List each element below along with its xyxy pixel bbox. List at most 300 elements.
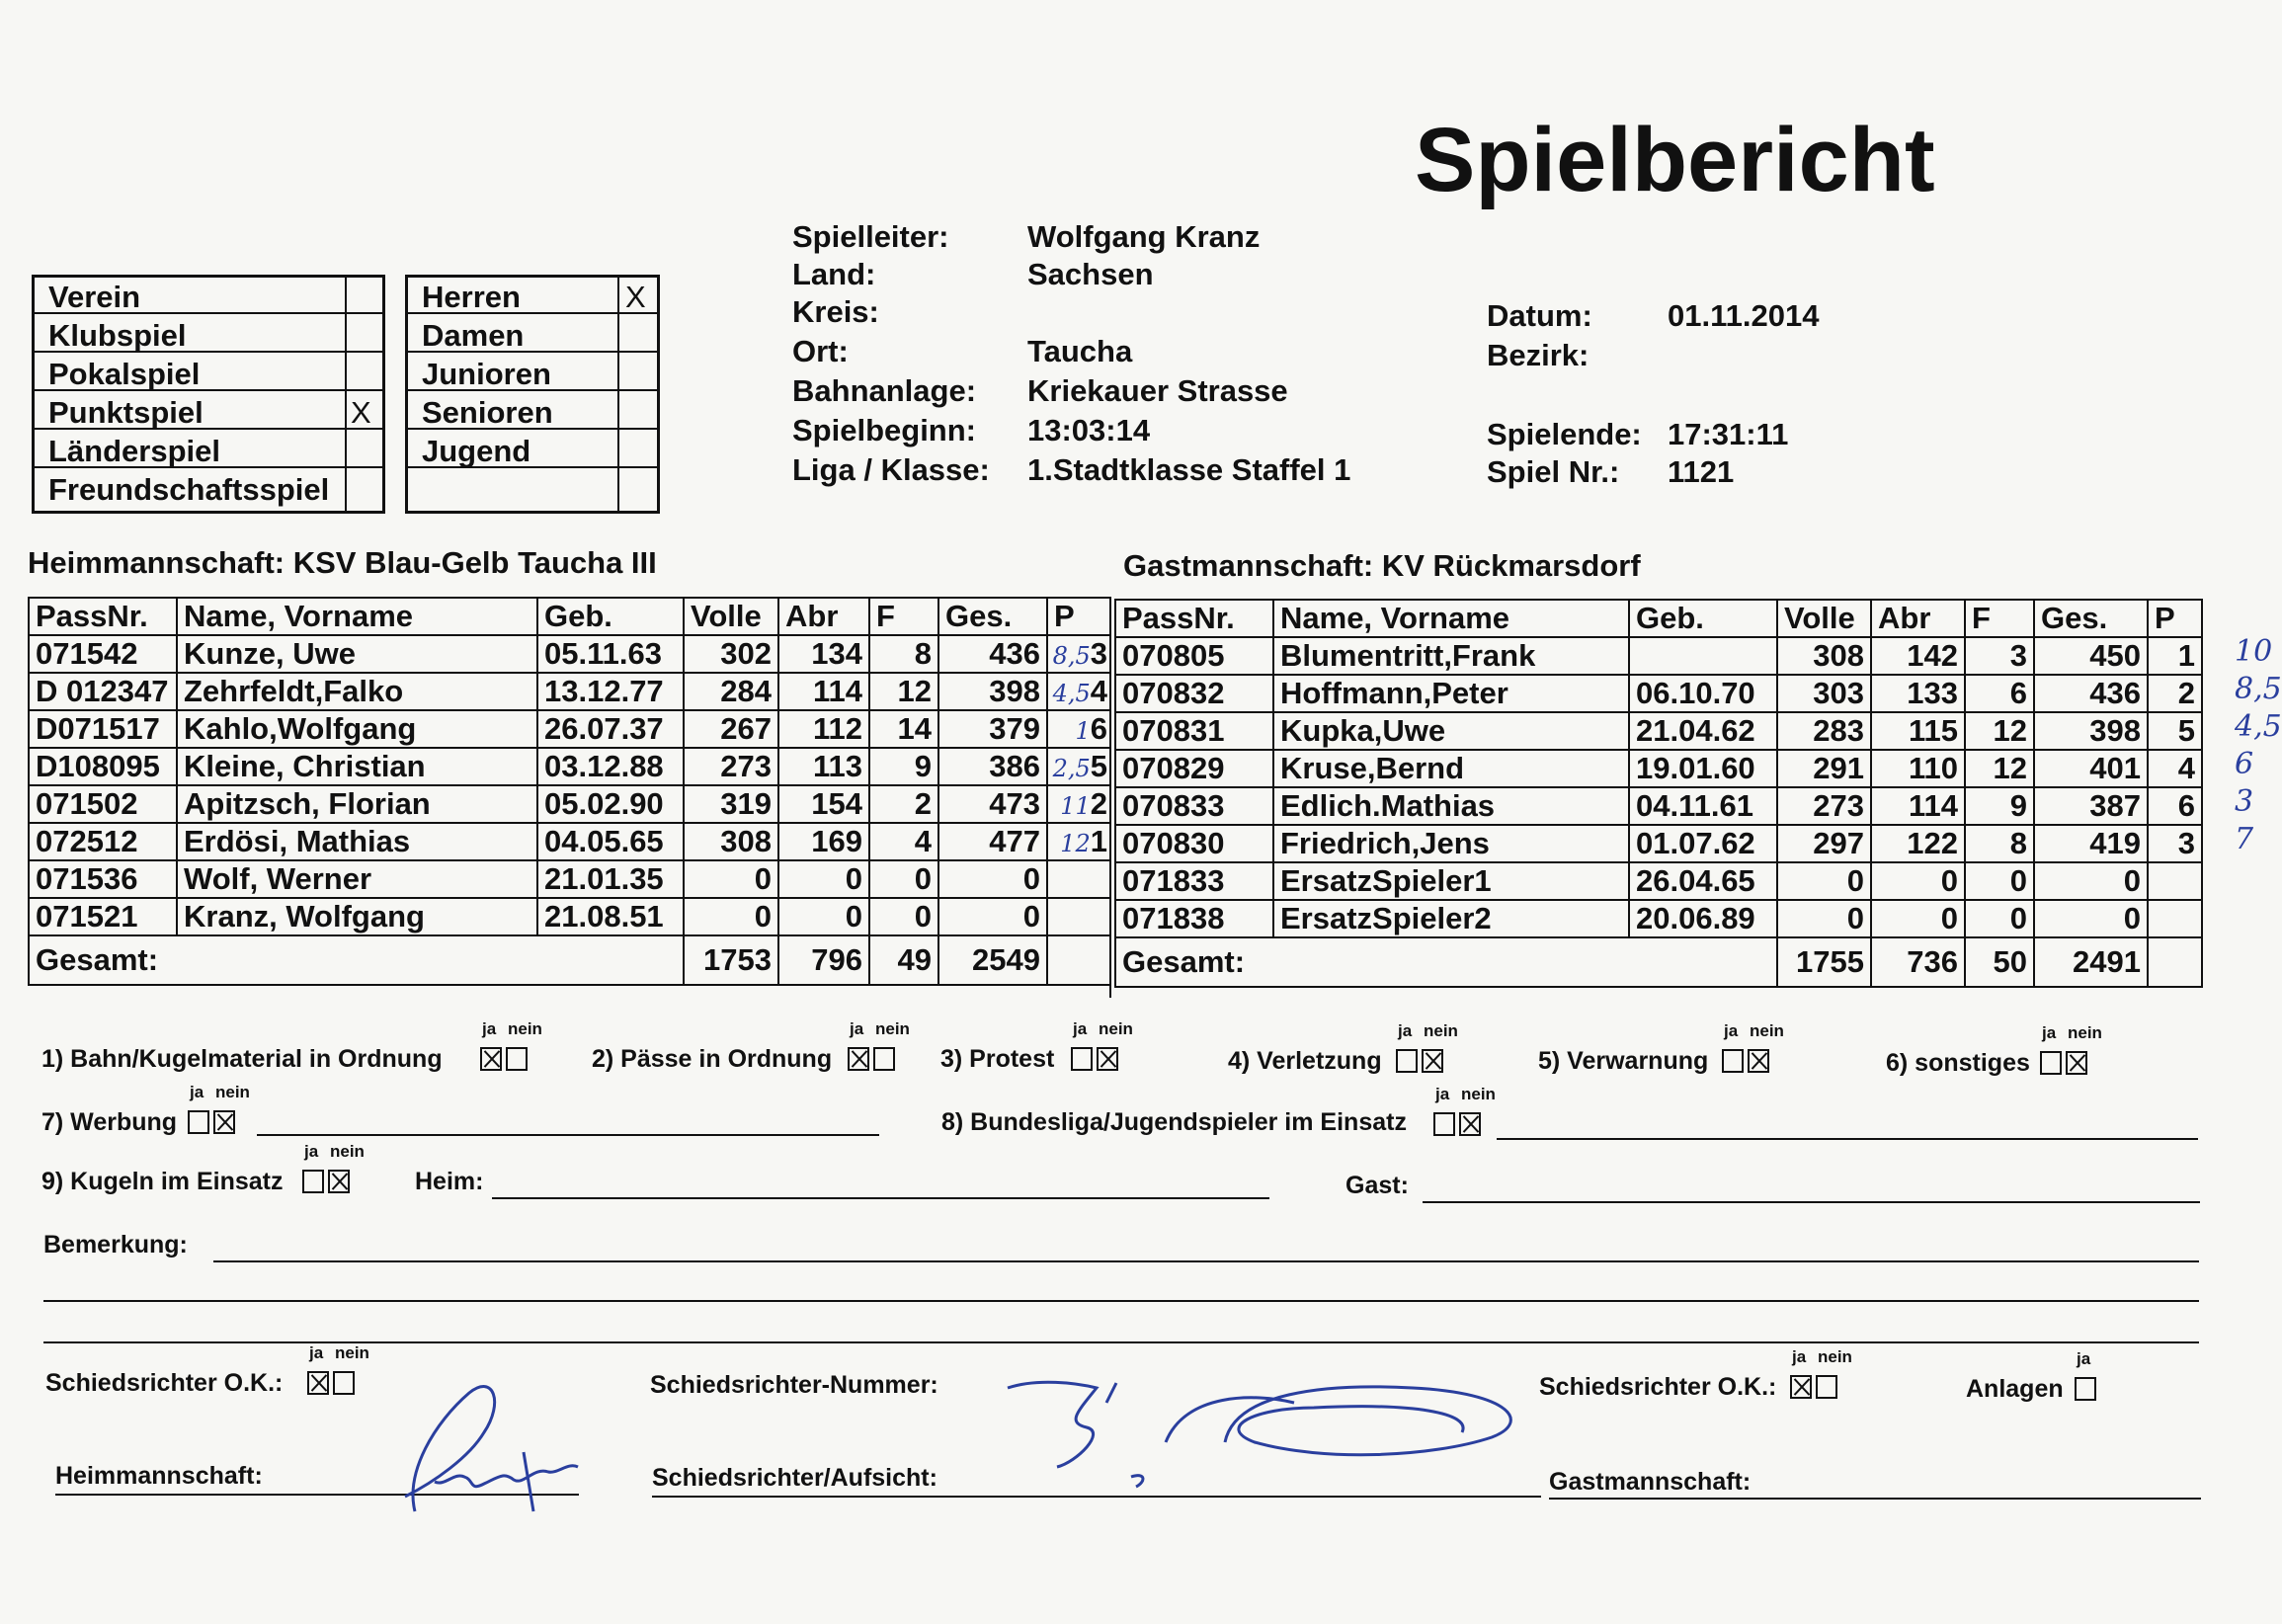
match-type-box: [32, 275, 385, 514]
anlagen-checkbox-group: [2075, 1349, 2100, 1401]
table-row: [1115, 900, 2202, 937]
ort-label: Ort:: [792, 334, 849, 368]
guest-cell: 0: [1871, 862, 1965, 900]
nein-caption: nein: [1750, 1021, 1784, 1040]
guest-cell: 0: [1777, 900, 1871, 937]
q8-line: [1497, 1138, 2198, 1140]
table-row: [29, 635, 1110, 673]
bemerkung-line-2: [43, 1300, 2199, 1302]
guest-header-cell: F: [1965, 600, 2034, 637]
sr-ok-nein-checkbox[interactable]: [333, 1371, 355, 1395]
home-header-row: [29, 598, 1110, 635]
q8-ja-checkbox[interactable]: [1433, 1112, 1455, 1136]
land-label: Land:: [792, 257, 876, 291]
guest-cell: 110: [1871, 750, 1965, 787]
q5-checkbox-group: [1722, 1021, 1784, 1073]
guest-cell: 0: [1965, 862, 2034, 900]
guest-cell: Edlich.Mathias: [1273, 787, 1629, 825]
home-cell: 05.02.90: [537, 785, 684, 823]
home-cell: 21.01.35: [537, 860, 684, 898]
guest-cell: 1: [2148, 637, 2202, 675]
handwritten-note: 8,5: [1052, 642, 1091, 670]
home-cell: 8: [869, 635, 938, 673]
home-cell: [1047, 823, 1110, 860]
home-cell: 9: [869, 748, 938, 785]
match-type-row: [35, 355, 382, 391]
guest-total-label: Gesamt:: [1115, 937, 1777, 987]
kreis-label: Kreis:: [792, 294, 879, 329]
home-cell: Kleine, Christian: [177, 748, 537, 785]
category-row: [408, 355, 657, 391]
guest-header-cell: PassNr.: [1115, 600, 1273, 637]
guest-cell: Kupka,Uwe: [1273, 712, 1629, 750]
guest-cell: 303: [1777, 675, 1871, 712]
q7-ja-checkbox[interactable]: [188, 1110, 209, 1134]
guest-cell: 419: [2034, 825, 2148, 862]
page-title: Spielbericht: [1415, 110, 1935, 210]
guest-cell: 070831: [1115, 712, 1273, 750]
ja-caption: ja: [309, 1343, 324, 1362]
home-cell: 14: [869, 710, 938, 748]
guest-cell: Blumentritt,Frank: [1273, 637, 1629, 675]
guest-cell: 12: [1965, 750, 2034, 787]
q7-checkbox-group: [188, 1083, 250, 1134]
q4-ja-checkbox[interactable]: [1396, 1049, 1418, 1073]
guest-total-cell: 1755: [1777, 937, 1871, 987]
home-cell: [1047, 860, 1110, 898]
home-cell: 05.11.63: [537, 635, 684, 673]
home-total-label: Gesamt:: [29, 935, 684, 985]
guest-cell: 0: [1965, 900, 2034, 937]
ja-caption: ja: [1792, 1347, 1807, 1366]
table-row: [1115, 862, 2202, 900]
handwritten-note: 1: [1075, 717, 1091, 745]
ort-value: Taucha: [1027, 334, 1133, 368]
bemerkung-label: Bemerkung:: [43, 1231, 188, 1259]
table-row: [1115, 787, 2202, 825]
table-row: [1115, 750, 2202, 787]
anlagen-ja-checkbox[interactable]: [2075, 1377, 2096, 1401]
home-cell: Apitzsch, Florian: [177, 785, 537, 823]
guest-cell: 26.04.65: [1629, 862, 1777, 900]
home-header-cell: Geb.: [537, 598, 684, 635]
guest-cell: 3: [2148, 825, 2202, 862]
datum-value: 01.11.2014: [1668, 298, 1820, 333]
guest-cell: 070830: [1115, 825, 1273, 862]
guest-header-cell: Geb.: [1629, 600, 1777, 637]
q2-nein-checkbox[interactable]: [873, 1047, 895, 1071]
guest-cell: 070805: [1115, 637, 1273, 675]
home-total-cell: 1753: [684, 935, 778, 985]
guest-cell: 01.07.62: [1629, 825, 1777, 862]
placement-value: 6: [1090, 711, 1107, 746]
q4-label: 4) Verletzung: [1228, 1047, 1382, 1075]
table-divider: [1109, 597, 1111, 998]
match-type-row: [35, 393, 382, 430]
sr-ok2-ja-checkbox[interactable]: [1790, 1375, 1812, 1399]
home-total-cell: 2549: [938, 935, 1047, 985]
q1-label: 1) Bahn/Kugelmaterial in Ordnung: [41, 1045, 443, 1073]
match-type-label: Klubspiel: [48, 318, 187, 353]
q2-checkbox-group: [848, 1019, 910, 1071]
q9-ja-checkbox[interactable]: [302, 1170, 324, 1193]
category-row: [408, 470, 657, 507]
home-header-cell: PassNr.: [29, 598, 177, 635]
guest-cell: 387: [2034, 787, 2148, 825]
home-header-cell: Name, Vorname: [177, 598, 537, 635]
home-cell: 071502: [29, 785, 177, 823]
guest-team-label: Gastmannschaft: KV Rückmarsdorf: [1123, 548, 1641, 583]
home-header-cell: F: [869, 598, 938, 635]
sr-aufsicht-label: Schiedsrichter/Aufsicht:: [652, 1464, 937, 1492]
home-cell: 03.12.88: [537, 748, 684, 785]
home-header-cell: P: [1047, 598, 1110, 635]
home-cell: D108095: [29, 748, 177, 785]
placement-value: 4: [1090, 674, 1107, 708]
home-cell: 12: [869, 673, 938, 710]
guest-header-cell: Name, Vorname: [1273, 600, 1629, 637]
home-cell: 072512: [29, 823, 177, 860]
guest-cell: 12: [1965, 712, 2034, 750]
match-type-row: [35, 470, 382, 507]
home-signature: [375, 1363, 603, 1531]
guest-cell: 4: [2148, 750, 2202, 787]
spielende-label: Spielende:: [1487, 417, 1642, 451]
home-cell: 0: [938, 898, 1047, 935]
guest-header-cell: Abr: [1871, 600, 1965, 637]
home-cell: 26.07.37: [537, 710, 684, 748]
gastmannschaft-sign-label: Gastmannschaft:: [1549, 1468, 1752, 1496]
nein-caption: nein: [1818, 1347, 1852, 1366]
handwritten-note: 4,5: [2235, 709, 2282, 744]
guest-cell: 133: [1871, 675, 1965, 712]
guest-cell: 04.11.61: [1629, 787, 1777, 825]
q9-nein-checkbox[interactable]: [328, 1170, 350, 1193]
home-cell: 071521: [29, 898, 177, 935]
home-total-cell: 49: [869, 935, 938, 985]
table-row: [1115, 712, 2202, 750]
table-row: [29, 823, 1110, 860]
liga-value: 1.Stadtklasse Staffel 1: [1027, 452, 1351, 487]
sr-ok2-nein-checkbox[interactable]: [1816, 1375, 1837, 1399]
liga-label: Liga / Klasse:: [792, 452, 990, 487]
guest-cell: [2148, 862, 2202, 900]
guest-cell: 2: [2148, 675, 2202, 712]
home-cell: 134: [778, 635, 869, 673]
home-cell: 0: [778, 860, 869, 898]
guest-cell: 450: [2034, 637, 2148, 675]
ja-caption: ja: [2077, 1349, 2091, 1368]
guest-cell: 114: [1871, 787, 1965, 825]
handwritten-note: 10: [2235, 634, 2273, 669]
guest-total-cell: 736: [1871, 937, 1965, 987]
q9-checkbox-group: [302, 1142, 365, 1193]
handwritten-note: 11: [1060, 792, 1091, 820]
referee-signature: [998, 1353, 1551, 1502]
nein-caption: nein: [1424, 1021, 1458, 1040]
guest-cell: 20.06.89: [1629, 900, 1777, 937]
q5-label: 5) Verwarnung: [1538, 1047, 1709, 1075]
spielbeginn-value: 13:03:14: [1027, 413, 1151, 447]
bahnanlage-value: Kriekauer Strasse: [1027, 373, 1288, 408]
handwritten-note: 4,5: [1052, 680, 1091, 707]
ja-caption: ja: [850, 1019, 864, 1038]
q6-label: 6) sonstiges: [1886, 1049, 2030, 1077]
ja-caption: ja: [1073, 1019, 1088, 1038]
q1-nein-checkbox[interactable]: [506, 1047, 528, 1071]
guest-cell: Kruse,Bernd: [1273, 750, 1629, 787]
home-cell: 273: [684, 748, 778, 785]
guest-cell: 297: [1777, 825, 1871, 862]
guest-cell: 9: [1965, 787, 2034, 825]
nein-caption: nein: [875, 1019, 910, 1038]
home-player-table: [28, 597, 1111, 986]
q3-nein-checkbox[interactable]: [1097, 1047, 1118, 1071]
guest-cell: 3: [1965, 637, 2034, 675]
heimmannschaft-sign-label: Heimmannschaft:: [55, 1462, 263, 1490]
category-label: Damen: [422, 318, 525, 353]
q1-ja-checkbox[interactable]: [480, 1047, 502, 1071]
home-cell: 071542: [29, 635, 177, 673]
guest-cell: 070832: [1115, 675, 1273, 712]
q8-label: 8) Bundesliga/Jugendspieler im Einsatz: [941, 1108, 1407, 1136]
q3-label: 3) Protest: [940, 1045, 1055, 1073]
guest-total-cell: 2491: [2034, 937, 2148, 987]
sr-nummer-label: Schiedsrichter-Nummer:: [650, 1371, 938, 1399]
q4-checkbox-group: [1396, 1021, 1458, 1073]
guest-header-cell: Ges.: [2034, 600, 2148, 637]
guest-cell: 8: [1965, 825, 2034, 862]
handwritten-note: 8,5: [2235, 672, 2282, 706]
handwritten-note: 12: [1060, 830, 1091, 857]
handwritten-note: 7: [2235, 822, 2254, 856]
table-row: [1115, 825, 2202, 862]
q9-label: 9) Kugeln im Einsatz: [41, 1168, 284, 1195]
anlagen-label: Anlagen: [1966, 1375, 2064, 1403]
spielleiter-value: Wolfgang Kranz: [1027, 219, 1261, 254]
datum-label: Datum:: [1487, 298, 1592, 333]
q6-nein-checkbox[interactable]: [2066, 1051, 2087, 1075]
match-type-row: [35, 278, 382, 314]
guest-cell: ErsatzSpieler2: [1273, 900, 1629, 937]
guest-cell: Friedrich,Jens: [1273, 825, 1629, 862]
guest-cell: 122: [1871, 825, 1965, 862]
guest-cell: 436: [2034, 675, 2148, 712]
home-header-cell: Abr: [778, 598, 869, 635]
home-cell: 0: [869, 860, 938, 898]
guest-cell: ErsatzSpieler1: [1273, 862, 1629, 900]
gast-line: [1423, 1201, 2200, 1203]
q6-ja-checkbox[interactable]: [2040, 1051, 2062, 1075]
handwritten-note: 2,5: [1052, 755, 1091, 782]
table-row: [29, 898, 1110, 935]
sr-ok2-label: Schiedsrichter O.K.:: [1539, 1373, 1777, 1401]
guest-cell: 6: [2148, 787, 2202, 825]
handwritten-note: 3: [2235, 784, 2254, 819]
q3-ja-checkbox[interactable]: [1071, 1047, 1093, 1071]
q2-label: 2) Pässe in Ordnung: [592, 1045, 833, 1073]
category-label: Senioren: [422, 395, 553, 430]
home-cell: 267: [684, 710, 778, 748]
guest-cell: 06.10.70: [1629, 675, 1777, 712]
q7-label: 7) Werbung: [41, 1108, 178, 1136]
q7-line: [257, 1134, 879, 1136]
land-value: Sachsen: [1027, 257, 1154, 291]
match-type-label: Freundschaftsspiel: [48, 472, 330, 507]
sr-ok-checkbox-group: [307, 1343, 369, 1395]
match-type-row: [35, 432, 382, 468]
guest-header-cell: P: [2148, 600, 2202, 637]
match-type-label: Pokalspiel: [48, 357, 201, 391]
home-team-label: Heimmannschaft: KSV Blau-Gelb Taucha III: [28, 545, 657, 580]
guest-cell: [2148, 900, 2202, 937]
nein-caption: nein: [1461, 1085, 1496, 1103]
table-row: [29, 785, 1110, 823]
gastmannschaft-sign-line: [1549, 1498, 2201, 1500]
sr-ok-ja-checkbox[interactable]: [307, 1371, 329, 1395]
table-row: [1115, 675, 2202, 712]
bemerkung-line-1: [213, 1260, 2199, 1262]
guest-cell: 5: [2148, 712, 2202, 750]
home-cell: [1047, 673, 1110, 710]
category-label: Herren: [422, 280, 521, 314]
guest-cell: [1629, 637, 1777, 675]
guest-cell: 071838: [1115, 900, 1273, 937]
heim-label: Heim:: [415, 1168, 484, 1195]
table-row: [1115, 637, 2202, 675]
bezirk-label: Bezirk:: [1487, 338, 1589, 372]
home-cell: D 012347: [29, 673, 177, 710]
home-cell: 386: [938, 748, 1047, 785]
table-row: [29, 710, 1110, 748]
guest-cell: 6: [1965, 675, 2034, 712]
nein-caption: nein: [2068, 1023, 2102, 1042]
category-mark: X: [625, 280, 646, 314]
guest-cell: 142: [1871, 637, 1965, 675]
home-cell: [1047, 748, 1110, 785]
q5-ja-checkbox[interactable]: [1722, 1049, 1744, 1073]
guest-cell: Hoffmann,Peter: [1273, 675, 1629, 712]
home-cell: 308: [684, 823, 778, 860]
guest-cell: 0: [1871, 900, 1965, 937]
guest-player-table: [1114, 599, 2203, 988]
placement-value: 1: [1090, 824, 1107, 858]
home-cell: 154: [778, 785, 869, 823]
guest-cell: 0: [2034, 900, 2148, 937]
guest-total-cell: [2148, 937, 2202, 987]
guest-cell: 21.04.62: [1629, 712, 1777, 750]
table-row: [29, 748, 1110, 785]
home-cell: Erdösi, Mathias: [177, 823, 537, 860]
nein-caption: nein: [1099, 1019, 1133, 1038]
guest-cell: 070833: [1115, 787, 1273, 825]
home-cell: [1047, 898, 1110, 935]
placement-value: 5: [1090, 749, 1107, 783]
ja-caption: ja: [1724, 1021, 1739, 1040]
heim-line: [492, 1197, 1269, 1199]
table-row: [29, 673, 1110, 710]
guest-cell: 283: [1777, 712, 1871, 750]
q7-nein-checkbox[interactable]: [213, 1110, 235, 1134]
home-cell: Wolf, Werner: [177, 860, 537, 898]
category-label: Jugend: [422, 434, 531, 468]
home-cell: [1047, 635, 1110, 673]
guest-total-row: [1115, 937, 2202, 987]
match-type-label: Länderspiel: [48, 434, 220, 468]
sr-ok-label: Schiedsrichter O.K.:: [45, 1369, 284, 1397]
q4-nein-checkbox[interactable]: [1422, 1049, 1443, 1073]
home-cell: 436: [938, 635, 1047, 673]
spielende-value: 17:31:11: [1668, 417, 1789, 451]
q6-checkbox-group: [2040, 1023, 2102, 1075]
nein-caption: nein: [508, 1019, 542, 1038]
q5-nein-checkbox[interactable]: [1748, 1049, 1769, 1073]
home-cell: 112: [778, 710, 869, 748]
category-row: [408, 316, 657, 353]
home-cell: 473: [938, 785, 1047, 823]
home-cell: 302: [684, 635, 778, 673]
sr-ok2-checkbox-group: [1790, 1347, 1852, 1399]
home-total-cell: 796: [778, 935, 869, 985]
home-cell: 04.05.65: [537, 823, 684, 860]
home-header-cell: Volle: [684, 598, 778, 635]
category-row: [408, 432, 657, 468]
match-type-label: Punktspiel: [48, 395, 204, 430]
home-total-row: [29, 935, 1110, 985]
home-cell: D071517: [29, 710, 177, 748]
guest-cell: 401: [2034, 750, 2148, 787]
q1-checkbox-group: [480, 1019, 542, 1071]
home-cell: 071536: [29, 860, 177, 898]
home-cell: [1047, 710, 1110, 748]
guest-header-cell: Volle: [1777, 600, 1871, 637]
nein-caption: nein: [330, 1142, 365, 1161]
ja-caption: ja: [2042, 1023, 2057, 1042]
home-cell: 477: [938, 823, 1047, 860]
placement-value: 3: [1090, 636, 1107, 671]
guest-cell: 19.01.60: [1629, 750, 1777, 787]
bahnanlage-label: Bahnanlage:: [792, 373, 977, 408]
home-cell: 0: [684, 860, 778, 898]
q8-nein-checkbox[interactable]: [1459, 1112, 1481, 1136]
spielnr-value: 1121: [1668, 454, 1735, 489]
home-cell: 398: [938, 673, 1047, 710]
match-type-row: [35, 316, 382, 353]
home-cell: 0: [869, 898, 938, 935]
category-row: [408, 393, 657, 430]
guest-header-row: [1115, 600, 2202, 637]
nein-caption: nein: [335, 1343, 369, 1362]
guest-cell: 308: [1777, 637, 1871, 675]
home-cell: [1047, 785, 1110, 823]
home-cell: 0: [684, 898, 778, 935]
ja-caption: ja: [1398, 1021, 1413, 1040]
home-cell: Kranz, Wolfgang: [177, 898, 537, 935]
guest-cell: 071833: [1115, 862, 1273, 900]
gast-label: Gast:: [1345, 1172, 1409, 1199]
match-type-mark: X: [351, 395, 371, 430]
handwritten-note: 6: [2235, 747, 2254, 781]
placement-value: 2: [1090, 786, 1107, 821]
home-cell: Kahlo,Wolfgang: [177, 710, 537, 748]
home-cell: 2: [869, 785, 938, 823]
q2-ja-checkbox[interactable]: [848, 1047, 869, 1071]
spielleiter-label: Spielleiter:: [792, 219, 949, 254]
match-type-label: Verein: [48, 280, 141, 314]
home-cell: 4: [869, 823, 938, 860]
guest-cell: 0: [2034, 862, 2148, 900]
guest-cell: 0: [1777, 862, 1871, 900]
